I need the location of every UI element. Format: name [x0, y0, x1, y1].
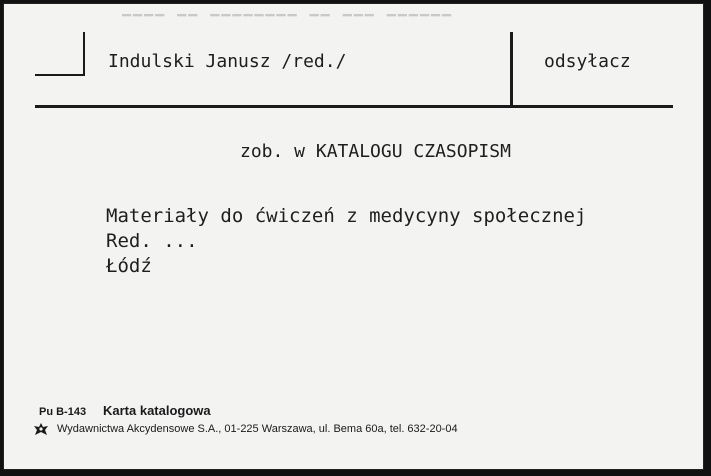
form-title: Karta katalogowa: [103, 403, 211, 418]
header-divider-vertical: [510, 32, 513, 106]
author-heading: Indulski Janusz /red./: [108, 51, 347, 72]
header-underline: [35, 105, 673, 108]
title-line: Materiały do ćwiczeń z medycyny społecznej: [106, 205, 587, 227]
left-bracket-horizontal: [35, 74, 85, 76]
card-type-label: odsyłacz: [544, 51, 631, 72]
catalog-card: [3, 3, 704, 470]
place-line: Łódź: [106, 255, 152, 277]
publisher-logo-icon: [33, 422, 49, 436]
reference-note: zob. w KATALOGU CZASOPISM: [240, 141, 511, 162]
publisher-imprint: Wydawnictwa Akcydensowe S.A., 01-225 Warszawa, ul. Bema 60a, tel. 632-20-04: [57, 423, 458, 435]
form-code: Pu B-143: [39, 406, 87, 418]
faded-top-typing: ▔▔▔▔ ▔▔ ▔▔▔▔▔▔▔▔ ▔▔ ▔▔▔ ▔▔▔▔▔▔: [122, 14, 453, 32]
left-bracket-vertical: [83, 32, 85, 76]
editor-line: Red. ...: [106, 230, 198, 252]
